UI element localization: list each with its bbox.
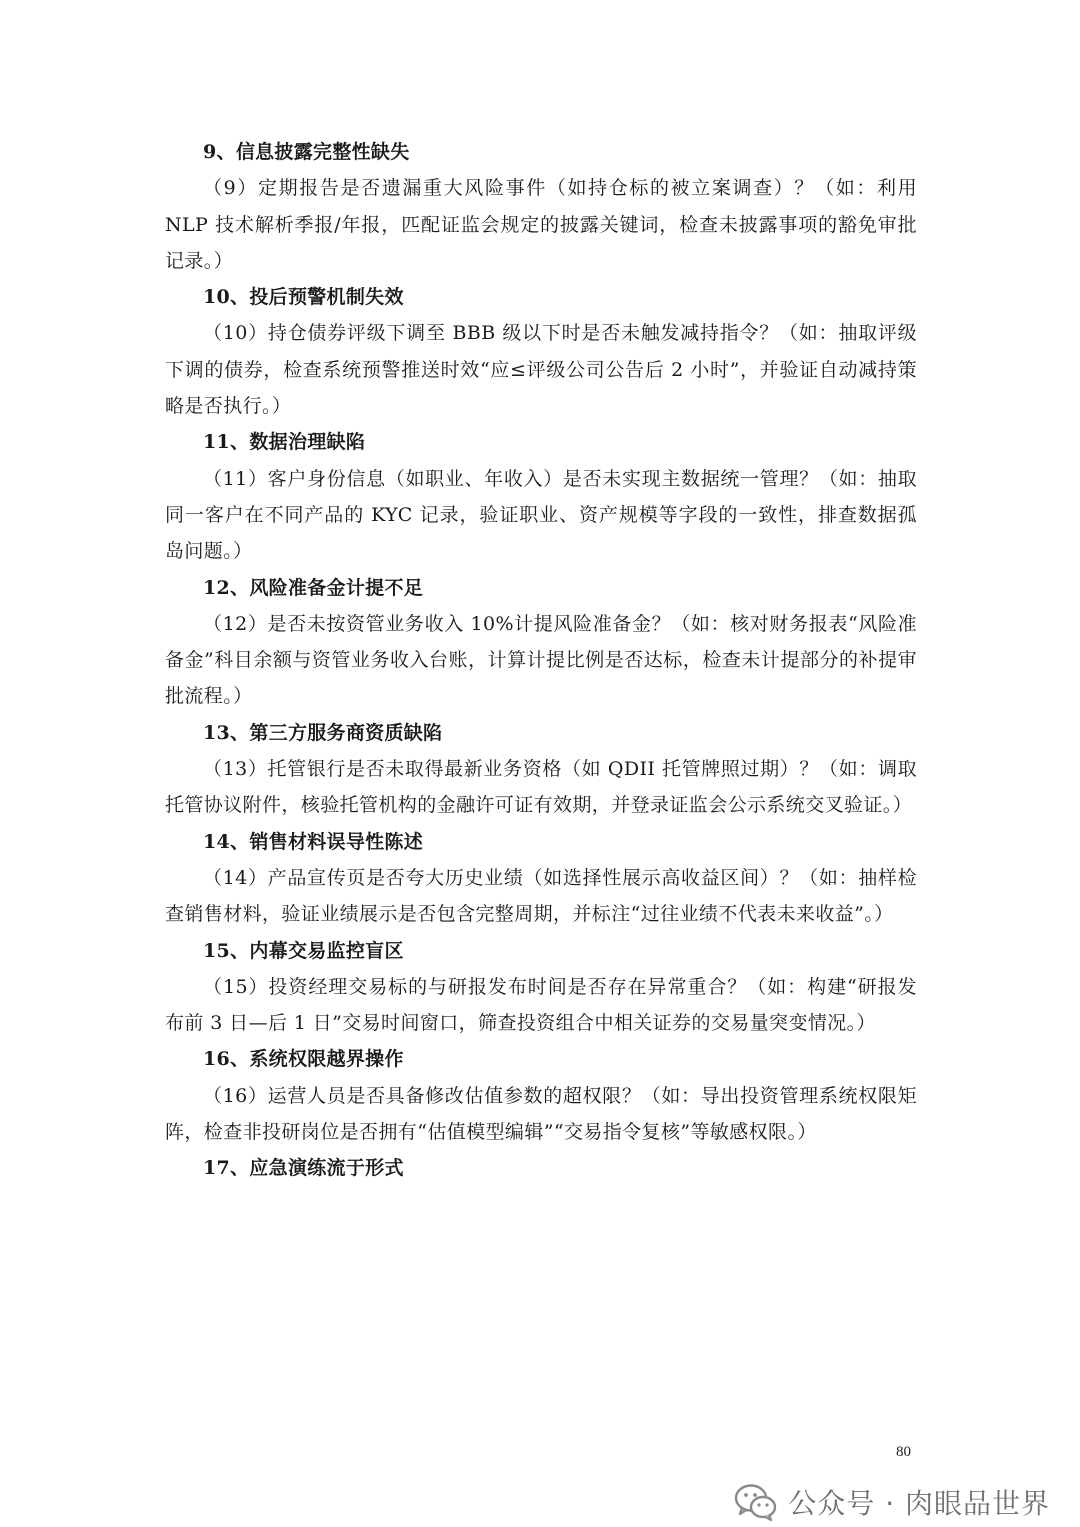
document-body	[165, 134, 917, 1187]
section-paragraph: （11）客户身份信息（如职业、年收入）是否未实现主数据统一管理？（如：抽取同一客户在不同产品的 KYC 记录，验证职业、资产规模等字段的一致性，排查数据孤岛问题。）	[165, 467, 917, 563]
section-heading: 11、数据治理缺陷	[203, 431, 366, 454]
page-number: 80	[896, 1444, 911, 1460]
section-paragraph: （16）运营人员是否具备修改估值参数的超权限？（如：导出投资管理系统权限矩阵，检查非投研岗位是否拥有“估值模型编辑”“交易指令复核”等敏感权限。）	[165, 1084, 917, 1144]
watermark-text: 公众号 · 肉眼品世界	[788, 1487, 1050, 1520]
section-14	[165, 824, 917, 933]
wechat-icon	[734, 1482, 778, 1522]
section-heading: 9、信息披露完整性缺失	[203, 141, 410, 163]
section-13	[165, 715, 917, 824]
section-heading: 17、应急演练流于形式	[203, 1157, 404, 1180]
section-heading: 13、第三方服务商资质缺陷	[203, 721, 443, 744]
section-10	[165, 279, 917, 424]
section-16	[165, 1041, 917, 1150]
section-heading: 10、投后预警机制失效	[203, 286, 404, 309]
section-paragraph: （10）持仓债券评级下调至 BBB 级以下时是否未触发减持指令？（如：抽取评级下调的债券，检查系统预警推送时效“应≤评级公司公告后 2 小时”，并验证自动减持策略是否执行。）	[165, 322, 917, 418]
section-heading: 16、系统权限越界操作	[203, 1048, 404, 1071]
section-heading: 14、销售材料误导性陈述	[203, 830, 424, 853]
section-paragraph: （9）定期报告是否遗漏重大风险事件（如持仓标的被立案调查）？（如：利用 NLP 技术解析季报/年报，匹配证监会规定的披露关键词，检查未披露事项的豁免审批记录。）	[165, 177, 917, 272]
section-17	[165, 1150, 917, 1186]
section-15	[165, 933, 917, 1042]
section-paragraph: （14）产品宣传页是否夸大历史业绩（如选择性展示高收益区间）？（如：抽样检查销售材料，验证业绩展示是否包含完整周期，并标注“过往业绩不代表未来收益”。）	[165, 866, 917, 926]
section-12	[165, 570, 917, 715]
section-11	[165, 424, 917, 569]
section-paragraph: （13）托管银行是否未取得最新业务资格（如 QDII 托管牌照过期）？（如：调取托管协议附件，核验托管机构的金融许可证有效期，并登录证监会公示系统交叉验证。）	[165, 758, 917, 817]
section-heading: 15、内幕交易监控盲区	[203, 939, 404, 962]
section-paragraph: （12）是否未按资管业务收入 10%计提风险准备金？（如：核对财务报表“风险准备金”科目余额与资管业务收入台账，计算计提比例是否达标，检查未计提部分的补提审批流程。）	[165, 612, 917, 708]
watermark	[734, 1482, 1050, 1522]
section-heading: 12、风险准备金计提不足	[203, 576, 424, 599]
section-paragraph: （15）投资经理交易标的与研报发布时间是否存在异常重合？（如：构建“研报发布前 3 日—后 1 日”交易时间窗口，筛查投资组合中相关证券的交易量突变情况。）	[165, 975, 917, 1035]
section-9	[165, 134, 917, 279]
